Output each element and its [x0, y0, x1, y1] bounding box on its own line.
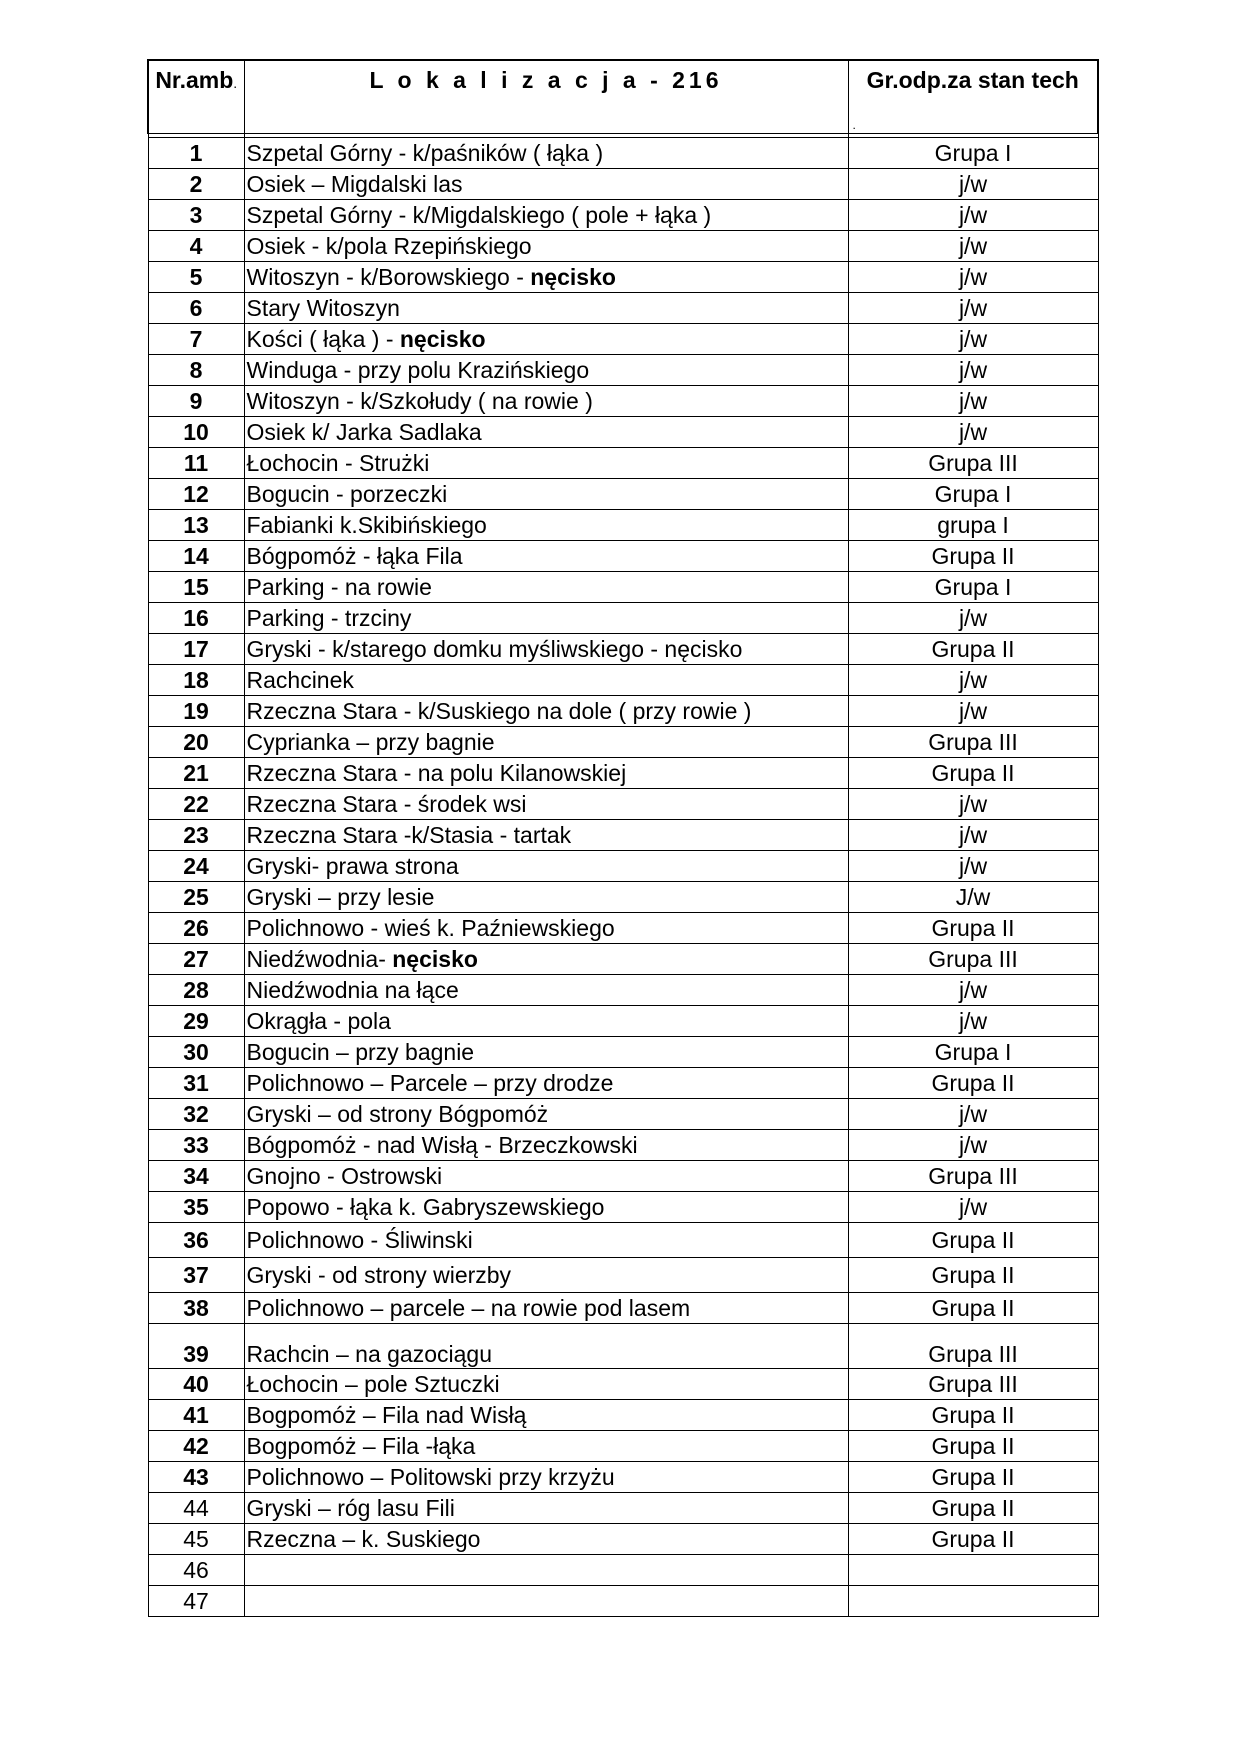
row-location [244, 1369, 848, 1400]
row-group: Grupa II [848, 1400, 1098, 1431]
table-row [148, 231, 1098, 262]
location-text: Rachcin – na gazociągu [246, 1341, 492, 1367]
row-number: 37 [148, 1258, 244, 1293]
table-row [148, 1462, 1098, 1493]
row-number: 42 [148, 1431, 244, 1462]
row-location [244, 882, 848, 913]
row-group: j/w [848, 417, 1098, 448]
table-row [148, 882, 1098, 913]
location-text: Łochocin – pole Sztuczki [246, 1370, 500, 1397]
row-location [244, 1099, 848, 1130]
row-group: j/w [848, 820, 1098, 851]
location-text: Niedźwodnia na łące [246, 976, 459, 1003]
location-text: Rachcinek [246, 666, 354, 693]
row-location [244, 231, 848, 262]
table-row [148, 696, 1098, 727]
location-text: Popowo - łąka k. Gabryszewskiego [246, 1193, 605, 1220]
row-location [244, 634, 848, 665]
row-location [244, 1223, 848, 1258]
row-number: 25 [148, 882, 244, 913]
table-row [148, 572, 1098, 603]
location-text: Polichnowo – Parcele – przy drodze [246, 1069, 614, 1096]
location-text: Bógpomóż - łąka Fila [246, 542, 463, 569]
location-text: Rzeczna Stara - środek wsi [246, 790, 527, 817]
table-row [148, 1369, 1098, 1400]
row-location [244, 789, 848, 820]
row-number: 44 [148, 1493, 244, 1524]
row-location [244, 820, 848, 851]
row-number: 28 [148, 975, 244, 1006]
location-text: Kości ( łąka ) - [246, 325, 400, 352]
row-group: Grupa II [848, 1068, 1098, 1099]
location-text: Rzeczna Stara - k/Suskiego na dole ( przy rowie ) [246, 697, 752, 724]
table-body [148, 138, 1098, 1617]
location-text: Osiek - k/pola Rzepińskiego [246, 232, 532, 259]
row-number: 8 [148, 355, 244, 386]
row-group: j/w [848, 324, 1098, 355]
row-location [244, 1555, 848, 1586]
row-number: 31 [148, 1068, 244, 1099]
row-number: 12 [148, 479, 244, 510]
row-group: Grupa II [848, 1223, 1098, 1258]
row-group: j/w [848, 355, 1098, 386]
table-row [148, 293, 1098, 324]
row-number: 20 [148, 727, 244, 758]
table-row [148, 1192, 1098, 1223]
row-number: 41 [148, 1400, 244, 1431]
row-number: 38 [148, 1293, 244, 1324]
row-number: 30 [148, 1037, 244, 1068]
row-number: 43 [148, 1462, 244, 1493]
row-location [244, 572, 848, 603]
table-row [148, 1431, 1098, 1462]
table-row [148, 1099, 1098, 1130]
row-group: Grupa II [848, 758, 1098, 789]
table-row [148, 1324, 1098, 1369]
row-location [244, 1192, 848, 1223]
table-row [148, 727, 1098, 758]
row-group: j/w [848, 262, 1098, 293]
location-text: Szpetal Górny - k/Migdalskiego ( pole + łąka ) [246, 201, 712, 228]
location-text: Witoszyn - k/Szkołudy ( na rowie ) [246, 387, 593, 414]
table-row [148, 1130, 1098, 1161]
row-group: Grupa II [848, 1524, 1098, 1555]
location-text: Fabianki k.Skibińskiego [246, 511, 487, 538]
location-text: Rzeczna Stara -k/Stasia - tartak [246, 821, 572, 848]
row-group: J/w [848, 882, 1098, 913]
row-group: Grupa I [848, 1037, 1098, 1068]
row-location [244, 448, 848, 479]
row-number: 17 [148, 634, 244, 665]
location-text: Gryski - k/starego domku myśliwskiego - nęcisko [246, 635, 743, 662]
location-text: Szpetal Górny - k/paśników ( łąka ) [246, 139, 604, 166]
row-location [244, 1462, 848, 1493]
location-text: Polichnowo – parcele – na rowie pod lasem [246, 1294, 691, 1321]
row-group: Grupa III [848, 1369, 1098, 1400]
table-row [148, 138, 1098, 169]
location-text: Bogpomóż – Fila nad Wisłą [246, 1401, 527, 1428]
row-group: j/w [848, 696, 1098, 727]
row-location [244, 1524, 848, 1555]
row-number: 46 [148, 1555, 244, 1586]
row-number: 4 [148, 231, 244, 262]
row-number: 33 [148, 1130, 244, 1161]
row-number: 24 [148, 851, 244, 882]
location-text: Stary Witoszyn [246, 294, 400, 321]
row-group: Grupa II [848, 1431, 1098, 1462]
table-row [148, 355, 1098, 386]
row-group: j/w [848, 1130, 1098, 1161]
table-row [148, 758, 1098, 789]
location-text: Rzeczna Stara - na polu Kilanowskiej [246, 759, 627, 786]
table-row [148, 1258, 1098, 1293]
table-row [148, 603, 1098, 634]
row-number: 40 [148, 1369, 244, 1400]
table-row [148, 200, 1098, 231]
row-number: 7 [148, 324, 244, 355]
row-number: 22 [148, 789, 244, 820]
row-number: 36 [148, 1223, 244, 1258]
location-text: Bogucin - porzeczki [246, 480, 448, 507]
table-row [148, 1293, 1098, 1324]
row-number: 21 [148, 758, 244, 789]
row-number: 6 [148, 293, 244, 324]
row-location [244, 169, 848, 200]
row-location [244, 1130, 848, 1161]
row-location [244, 665, 848, 696]
location-text: Gryski – od strony Bógpomóż [246, 1100, 549, 1127]
row-group: Grupa III [848, 1161, 1098, 1192]
row-number: 2 [148, 169, 244, 200]
table-row [148, 510, 1098, 541]
row-location [244, 1161, 848, 1192]
table-row [148, 1400, 1098, 1431]
row-location [244, 851, 848, 882]
row-group: Grupa II [848, 1293, 1098, 1324]
table-row [148, 1555, 1098, 1586]
row-location [244, 293, 848, 324]
location-text: Rzeczna – k. Suskiego [246, 1525, 481, 1552]
row-group: Grupa I [848, 572, 1098, 603]
row-number: 35 [148, 1192, 244, 1223]
row-number: 13 [148, 510, 244, 541]
row-number: 9 [148, 386, 244, 417]
row-number: 5 [148, 262, 244, 293]
row-location [244, 913, 848, 944]
header-grupa: Gr.odp.za stan tech . [848, 60, 1098, 134]
row-number: 3 [148, 200, 244, 231]
table-row [148, 1068, 1098, 1099]
row-location [244, 1493, 848, 1524]
row-group: Grupa II [848, 913, 1098, 944]
row-number: 16 [148, 603, 244, 634]
header-grp-dot: . [852, 118, 856, 132]
row-group: Grupa II [848, 634, 1098, 665]
row-group [848, 1586, 1098, 1617]
row-number: 15 [148, 572, 244, 603]
location-text: Cyprianka – przy bagnie [246, 728, 495, 755]
row-group: j/w [848, 386, 1098, 417]
table-row [148, 262, 1098, 293]
location-text: Osiek – Migdalski las [246, 170, 463, 197]
location-text: Osiek k/ Jarka Sadlaka [246, 418, 482, 445]
row-group: Grupa I [848, 479, 1098, 510]
header-nr-dot: . [233, 75, 238, 91]
header-lokalizacja: L o k a l i z a c j a - 216 [244, 60, 848, 134]
row-group: Grupa II [848, 1462, 1098, 1493]
row-number: 32 [148, 1099, 244, 1130]
row-group: j/w [848, 1192, 1098, 1223]
row-group: j/w [848, 231, 1098, 262]
table-row [148, 448, 1098, 479]
location-text: Gryski- prawa strona [246, 852, 459, 879]
location-text: Gryski – róg lasu Fili [246, 1494, 455, 1521]
row-number: 18 [148, 665, 244, 696]
row-group: Grupa II [848, 1258, 1098, 1293]
row-number: 19 [148, 696, 244, 727]
row-group: Grupa III [848, 1324, 1098, 1369]
table-header-row [148, 60, 1098, 134]
row-number: 39 [148, 1324, 244, 1369]
row-location [244, 510, 848, 541]
row-number: 34 [148, 1161, 244, 1192]
row-group: j/w [848, 603, 1098, 634]
table-row [148, 913, 1098, 944]
table-row [148, 851, 1098, 882]
table-row [148, 417, 1098, 448]
table-row [148, 975, 1098, 1006]
table-row [148, 1493, 1098, 1524]
location-text: Polichnowo – Politowski przy krzyżu [246, 1463, 615, 1490]
row-location [244, 944, 848, 975]
table-row [148, 479, 1098, 510]
location-text: Gryski - od strony wierzby [246, 1261, 512, 1288]
table-row [148, 1161, 1098, 1192]
row-location [244, 355, 848, 386]
row-number: 29 [148, 1006, 244, 1037]
location-text: Bogucin – przy bagnie [246, 1038, 475, 1065]
table-row [148, 1586, 1098, 1617]
location-text: Gryski – przy lesie [246, 883, 435, 910]
table-row [148, 1037, 1098, 1068]
row-location [244, 200, 848, 231]
row-group: j/w [848, 1006, 1098, 1037]
row-group: j/w [848, 293, 1098, 324]
location-text: Winduga - przy polu Krazińskiego [246, 356, 590, 383]
row-group: j/w [848, 200, 1098, 231]
header-nr-amb: Nr.amb. [148, 60, 244, 134]
row-location [244, 262, 848, 293]
table-row [148, 1223, 1098, 1258]
location-text: Niedźwodnia- [246, 945, 393, 972]
row-location [244, 603, 848, 634]
row-location [244, 727, 848, 758]
location-text: Bógpomóż - nad Wisłą - Brzeczkowski [246, 1131, 638, 1158]
row-location [244, 324, 848, 355]
row-location [244, 1258, 848, 1293]
row-number: 26 [148, 913, 244, 944]
location-bold-text: nęcisko [392, 945, 478, 972]
row-group: grupa I [848, 510, 1098, 541]
row-location [244, 758, 848, 789]
table-row [148, 944, 1098, 975]
row-location [244, 1586, 848, 1617]
row-number: 47 [148, 1586, 244, 1617]
table-row [148, 169, 1098, 200]
row-group: Grupa I [848, 138, 1098, 169]
location-text: Parking - trzciny [246, 604, 412, 631]
row-location [244, 696, 848, 727]
location-text: Łochocin - Strużki [246, 449, 430, 476]
table-row [148, 386, 1098, 417]
row-group: j/w [848, 665, 1098, 696]
location-text: Witoszyn - k/Borowskiego - [246, 263, 531, 290]
location-bold-text: nęcisko [399, 325, 486, 352]
row-location [244, 417, 848, 448]
table-row [148, 789, 1098, 820]
row-location [244, 1006, 848, 1037]
row-number: 23 [148, 820, 244, 851]
row-group [848, 1555, 1098, 1586]
row-location [244, 1037, 848, 1068]
location-text: Okrągła - pola [246, 1007, 391, 1034]
row-location [244, 1431, 848, 1462]
row-group: j/w [848, 851, 1098, 882]
location-text: Polichnowo - Śliwinski [246, 1226, 473, 1253]
row-number: 14 [148, 541, 244, 572]
row-location [244, 975, 848, 1006]
location-text: Bogpomóż – Fila -łąka [246, 1432, 476, 1459]
row-number: 27 [148, 944, 244, 975]
row-group: j/w [848, 169, 1098, 200]
row-group: Grupa III [848, 727, 1098, 758]
table-row [148, 634, 1098, 665]
location-bold-text: nęcisko [530, 263, 616, 290]
row-group: Grupa II [848, 1493, 1098, 1524]
table-row [148, 1006, 1098, 1037]
row-location [244, 1293, 848, 1324]
location-text: Gnojno - Ostrowski [246, 1162, 443, 1189]
location-text: Polichnowo - wieś k. Paźniewskiego [246, 914, 615, 941]
row-location [244, 479, 848, 510]
row-group: Grupa III [848, 448, 1098, 479]
location-text: Parking - na rowie [246, 573, 432, 600]
row-group: j/w [848, 1099, 1098, 1130]
table-row [148, 820, 1098, 851]
row-location [244, 1068, 848, 1099]
row-number: 11 [148, 448, 244, 479]
row-group: j/w [848, 975, 1098, 1006]
table-row [148, 665, 1098, 696]
row-location [244, 138, 848, 169]
row-location [244, 541, 848, 572]
table-row [148, 324, 1098, 355]
locations-table [147, 59, 1099, 1617]
row-number: 10 [148, 417, 244, 448]
row-group: Grupa II [848, 541, 1098, 572]
row-location [244, 1324, 848, 1369]
row-location [244, 1400, 848, 1431]
table-row [148, 541, 1098, 572]
row-group: Grupa III [848, 944, 1098, 975]
table-row [148, 1524, 1098, 1555]
row-number: 45 [148, 1524, 244, 1555]
row-location [244, 386, 848, 417]
row-group: j/w [848, 789, 1098, 820]
row-number: 1 [148, 138, 244, 169]
